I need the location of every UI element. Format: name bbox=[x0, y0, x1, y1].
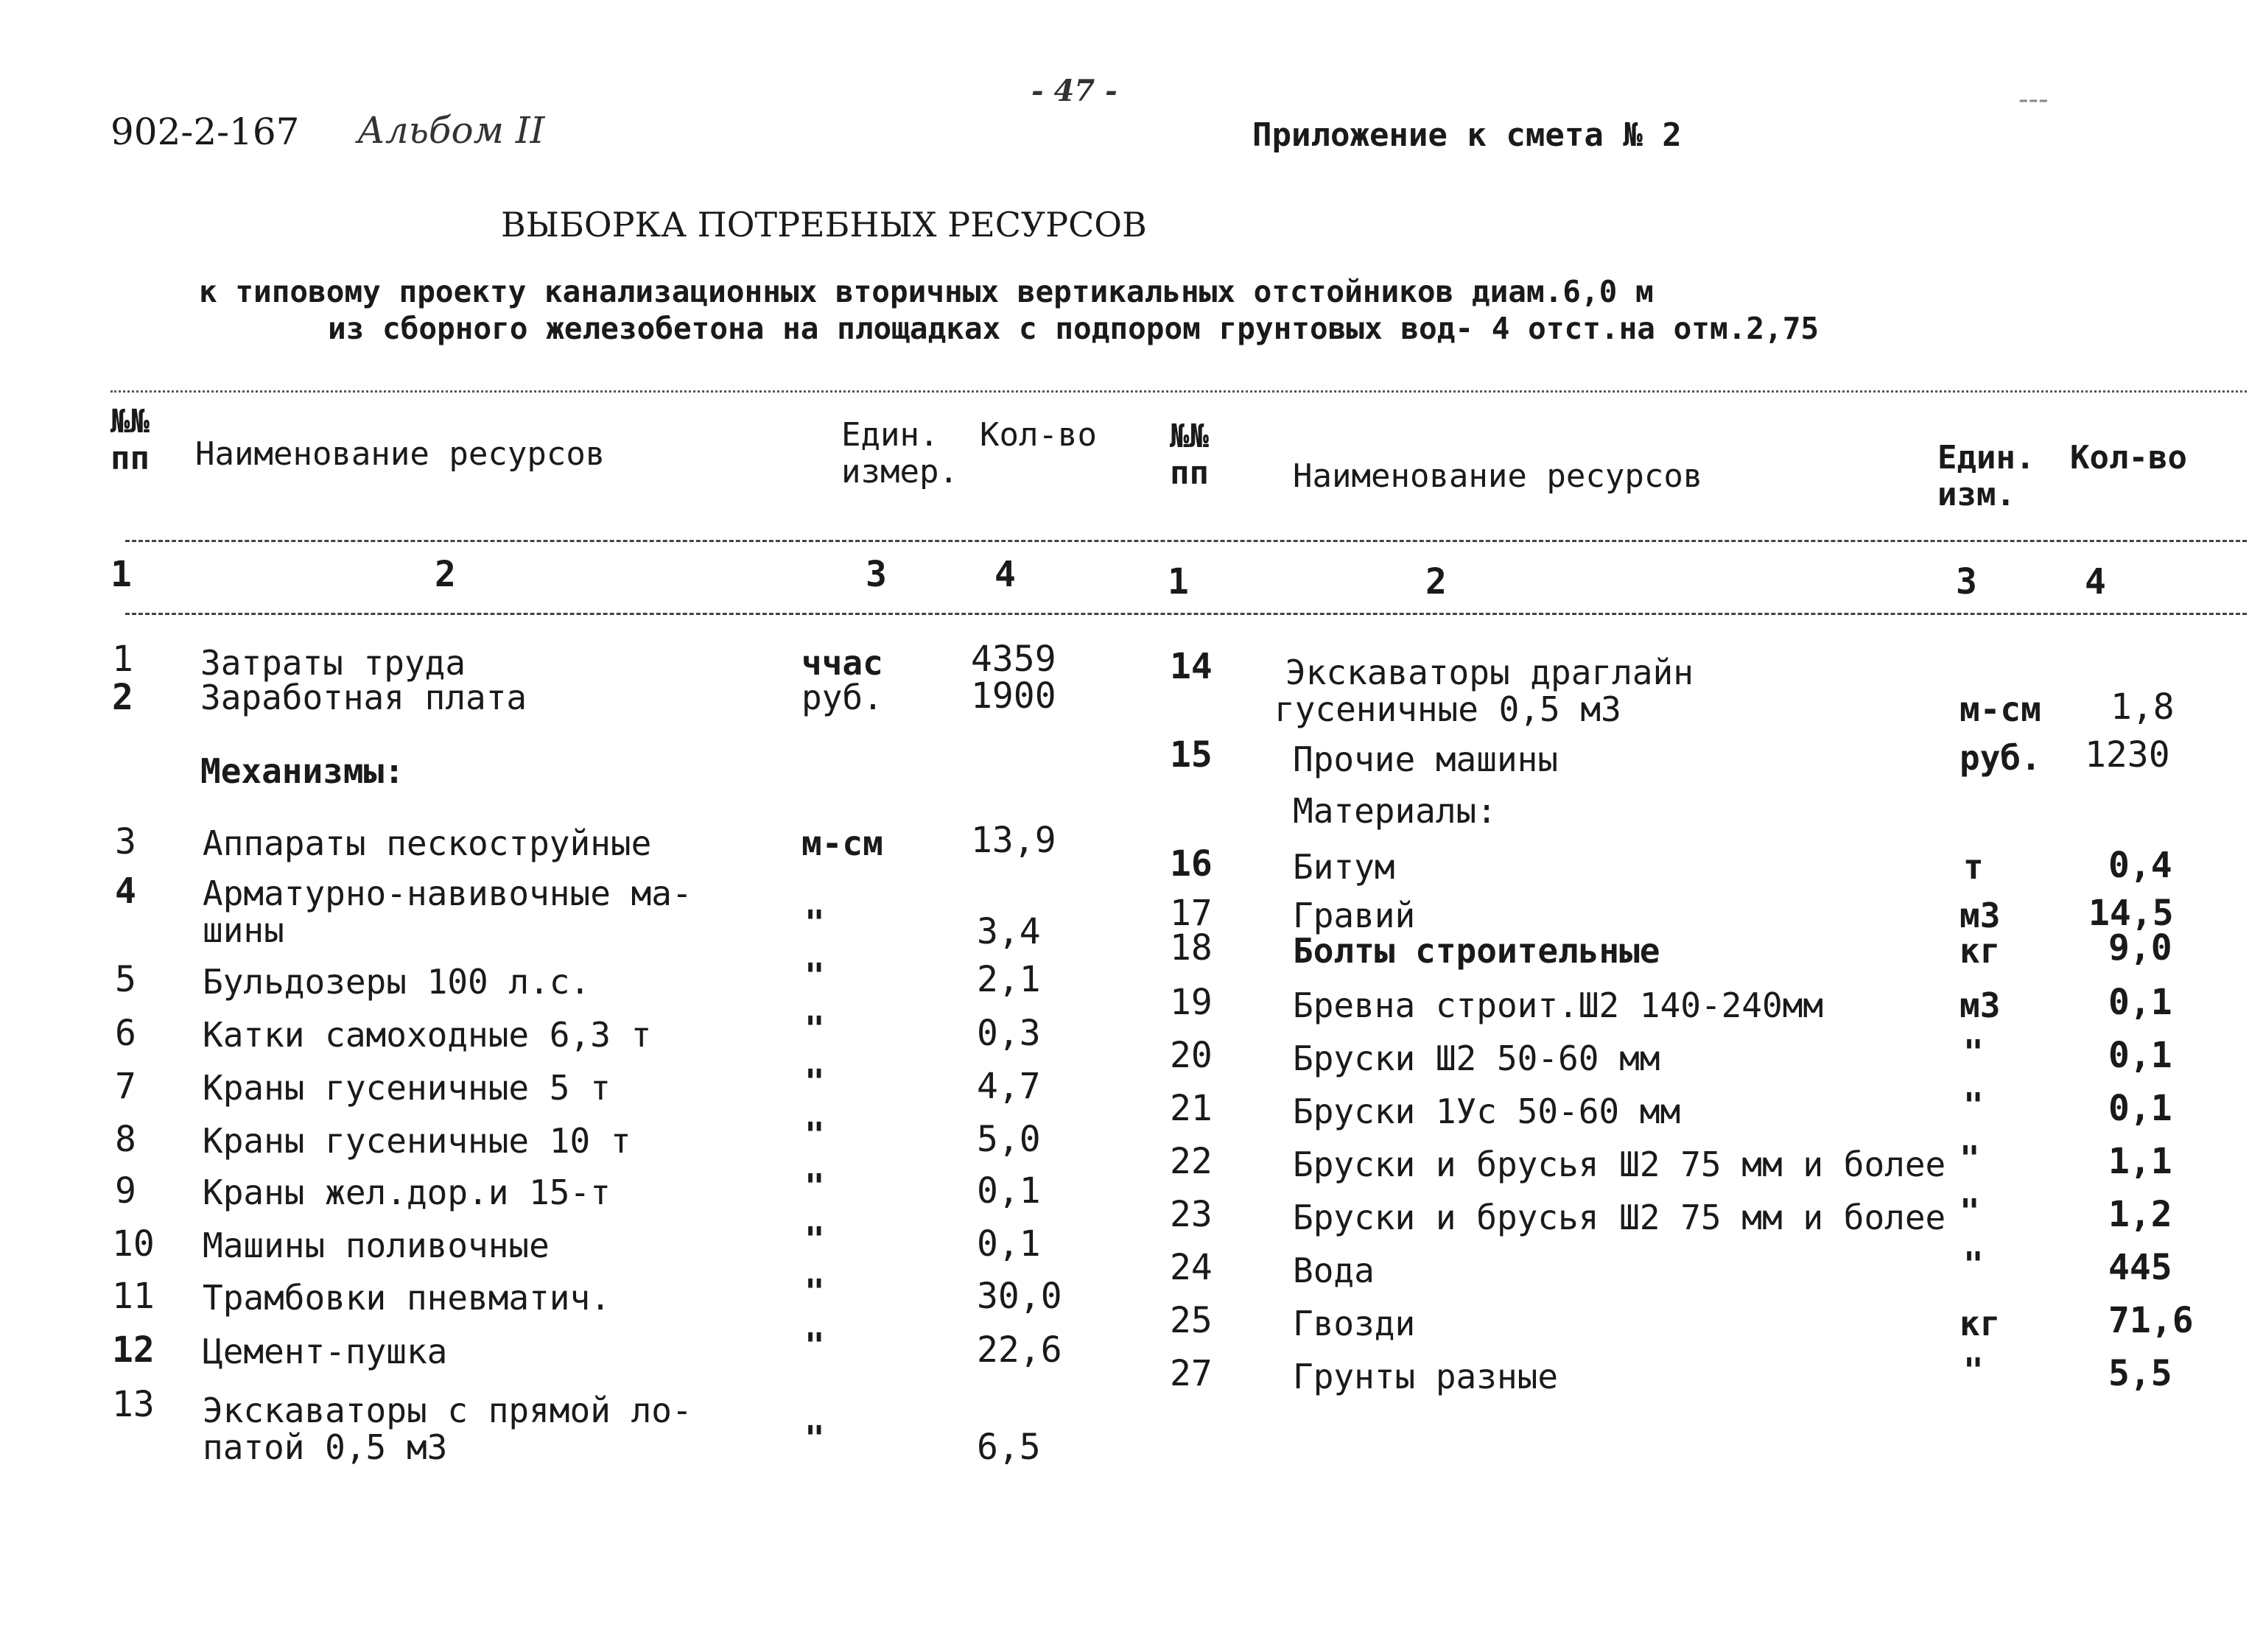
resource-qty: 5,5 bbox=[2108, 1353, 2172, 1394]
resource-unit: " bbox=[804, 1272, 825, 1312]
resource-unit: " bbox=[804, 1419, 825, 1458]
resource-unit: " bbox=[804, 1115, 825, 1155]
resource-unit: руб. bbox=[801, 678, 883, 717]
row-number: 3 bbox=[115, 821, 136, 862]
header-num-right: №№ пп bbox=[1170, 418, 1209, 492]
resource-qty: 6,5 bbox=[977, 1427, 1041, 1468]
column-number: 3 bbox=[866, 554, 887, 595]
resource-qty: 1,2 bbox=[2108, 1194, 2172, 1235]
resource-name: Заработная плата bbox=[200, 678, 527, 717]
resource-name: Вода bbox=[1293, 1251, 1375, 1290]
row-number: 18 bbox=[1170, 927, 1213, 969]
row-number: 19 bbox=[1170, 982, 1213, 1023]
header-name-right: Наименование ресурсов bbox=[1293, 457, 1703, 495]
resource-unit: " bbox=[804, 1167, 825, 1206]
corner-mark: --- bbox=[2018, 82, 2049, 116]
row-number: 15 bbox=[1170, 734, 1213, 776]
header-num-left: №№ пп bbox=[110, 403, 150, 477]
row-number: 11 bbox=[112, 1276, 155, 1317]
resource-qty: 1,8 bbox=[2111, 686, 2175, 728]
resource-qty: 0,4 bbox=[2108, 845, 2172, 886]
resource-name: Трамбовки пневматич. bbox=[203, 1278, 611, 1318]
resource-unit: " bbox=[1963, 1245, 1984, 1284]
table-top-rule bbox=[110, 390, 2247, 393]
resource-unit: " bbox=[804, 903, 825, 943]
column-number: 3 bbox=[1956, 561, 1977, 602]
resource-unit: " bbox=[804, 956, 825, 996]
resource-name: Бульдозеры 100 л.с. bbox=[203, 962, 591, 1002]
row-number: 4 bbox=[115, 871, 136, 912]
header-unit-left: Един. измер. bbox=[841, 416, 958, 491]
row-number: 2 bbox=[112, 677, 133, 718]
resource-name: Краны гусеничные 5 т bbox=[203, 1068, 611, 1108]
resource-unit: м3 bbox=[1959, 985, 2001, 1025]
resource-qty: 445 bbox=[2108, 1247, 2172, 1288]
row-number: 13 bbox=[112, 1384, 155, 1425]
resource-name: Экскаваторы с прямой ло- bbox=[203, 1391, 692, 1430]
appendix-label: Приложение к смета № 2 bbox=[1252, 116, 1682, 154]
resource-unit: руб. bbox=[1959, 738, 2041, 778]
resource-name: Бруски Ш2 50-60 мм bbox=[1293, 1038, 1660, 1078]
row-number: 17 bbox=[1170, 893, 1213, 934]
column-number-rule bbox=[125, 613, 2247, 615]
resource-qty: 1230 bbox=[2085, 734, 2170, 776]
row-number: 9 bbox=[115, 1170, 136, 1212]
row-number: 7 bbox=[115, 1066, 136, 1107]
resource-unit: ччас bbox=[801, 643, 883, 683]
resource-name: Бруски и брусья Ш2 75 мм и более bbox=[1293, 1145, 1946, 1184]
document-code: 902-2-167 bbox=[110, 110, 300, 153]
resource-name: Гравий bbox=[1293, 896, 1416, 935]
section-heading-mechanisms: Механизмы: bbox=[200, 751, 404, 791]
resource-unit: кг bbox=[1959, 1304, 2001, 1343]
album-label: Альбом II bbox=[357, 109, 545, 152]
resource-name: Краны жел.дор.и 15-т bbox=[203, 1173, 611, 1212]
row-number: 8 bbox=[115, 1119, 136, 1160]
row-number: 22 bbox=[1170, 1141, 1213, 1182]
resource-qty: 5,0 bbox=[977, 1119, 1041, 1160]
resource-name: Битум bbox=[1293, 847, 1395, 887]
resource-name-cont: патой 0,5 м3 bbox=[203, 1427, 448, 1467]
column-number: 2 bbox=[1425, 561, 1447, 602]
resource-name: Бруски 1Ус 50-60 мм bbox=[1293, 1092, 1681, 1131]
resource-unit: " bbox=[804, 1009, 825, 1049]
resource-name: Болты строительные bbox=[1293, 931, 1660, 971]
row-number: 27 bbox=[1170, 1353, 1213, 1394]
row-number: 25 bbox=[1170, 1300, 1213, 1341]
column-number: 2 bbox=[435, 554, 456, 595]
resource-unit: м3 bbox=[1959, 896, 2001, 935]
row-number: 10 bbox=[112, 1223, 155, 1265]
row-number: 24 bbox=[1170, 1247, 1213, 1288]
row-number: 1 bbox=[112, 639, 133, 680]
resource-qty: 2,1 bbox=[977, 959, 1041, 1000]
row-number: 23 bbox=[1170, 1194, 1213, 1235]
resource-qty: 0,1 bbox=[2108, 982, 2172, 1023]
resource-name: Бруски и брусья Ш2 75 мм и более bbox=[1293, 1198, 1946, 1237]
resource-name: Затраты труда bbox=[200, 643, 466, 683]
row-number: 21 bbox=[1170, 1088, 1213, 1129]
resource-qty: 4359 bbox=[971, 639, 1056, 680]
document-title: ВЫБОРКА ПОТРЕБНЫХ РЕСУРСОВ bbox=[501, 205, 1147, 245]
resource-qty: 13,9 bbox=[971, 820, 1056, 861]
resource-unit: т bbox=[1963, 847, 1984, 887]
column-number: 4 bbox=[994, 554, 1016, 595]
header-qty-left: Кол-во bbox=[980, 416, 1097, 454]
header-unit-right: Един. изм. bbox=[1937, 439, 2035, 513]
subtitle-line-1: к типовому проекту канализационных вторичных вертикальных отстойников диам.6,0 м bbox=[199, 274, 1654, 309]
resource-name: Бревна строит.Ш2 140-240мм bbox=[1293, 985, 1824, 1025]
header-rule bbox=[125, 540, 2247, 542]
header-qty-right: Кол-во bbox=[2070, 439, 2187, 477]
column-number: 4 bbox=[2085, 561, 2106, 602]
resource-name: Машины поливочные bbox=[203, 1226, 550, 1265]
resource-qty: 0,3 bbox=[977, 1013, 1041, 1054]
resource-name: Арматурно-навивочные ма- bbox=[203, 874, 692, 913]
resource-name-cont: гусеничные 0,5 м3 bbox=[1274, 689, 1621, 729]
resource-qty: 1900 bbox=[971, 675, 1056, 717]
resource-qty: 1,1 bbox=[2108, 1141, 2172, 1182]
column-number: 1 bbox=[110, 554, 132, 595]
resource-unit: " bbox=[804, 1326, 825, 1365]
resource-qty: 0,1 bbox=[977, 1223, 1041, 1265]
column-number: 1 bbox=[1168, 561, 1189, 602]
resource-unit: " bbox=[1959, 1192, 1980, 1231]
resource-name: Цемент-пушка bbox=[203, 1332, 448, 1371]
resource-qty: 9,0 bbox=[2108, 927, 2172, 969]
resource-qty: 3,4 bbox=[977, 911, 1041, 952]
resource-name: Аппараты пескоструйные bbox=[203, 823, 652, 863]
resource-unit: м-см bbox=[1959, 689, 2041, 729]
row-number: 5 bbox=[115, 959, 136, 1000]
resource-qty: 14,5 bbox=[2088, 893, 2174, 934]
resource-qty: 0,1 bbox=[2108, 1088, 2172, 1129]
resource-name-cont: шины bbox=[203, 910, 284, 950]
section-heading-materials: Материалы: bbox=[1293, 791, 1497, 831]
row-number: 16 bbox=[1170, 843, 1213, 885]
resource-qty: 22,6 bbox=[977, 1329, 1062, 1371]
resource-name: Грунты разные bbox=[1293, 1357, 1559, 1396]
resource-qty: 0,1 bbox=[977, 1170, 1041, 1212]
resource-name: Прочие машины bbox=[1293, 739, 1559, 779]
resource-unit: " bbox=[1959, 1139, 1980, 1178]
resource-unit: " bbox=[1963, 1351, 1984, 1391]
resource-name: Гвозди bbox=[1293, 1304, 1416, 1343]
resource-unit: м-см bbox=[801, 823, 883, 863]
resource-unit: кг bbox=[1959, 931, 2001, 971]
resource-name: Экскаваторы драглайн bbox=[1285, 653, 1694, 692]
row-number: 6 bbox=[115, 1013, 136, 1054]
page-mark: - 47 - bbox=[1031, 74, 1118, 108]
subtitle-line-2: из сборного железобетона на площадках с подпором грунтовых вод- 4 отст.на отм.2,75 bbox=[328, 311, 1820, 346]
header-name-left: Наименование ресурсов bbox=[195, 435, 606, 473]
resource-name: Краны гусеничные 10 т bbox=[203, 1121, 631, 1161]
resource-qty: 71,6 bbox=[2108, 1300, 2194, 1341]
resource-unit: " bbox=[804, 1062, 825, 1102]
row-number: 20 bbox=[1170, 1035, 1213, 1076]
resource-qty: 0,1 bbox=[2108, 1035, 2172, 1076]
resource-name: Катки самоходные 6,3 т bbox=[203, 1015, 652, 1055]
resource-qty: 4,7 bbox=[977, 1066, 1041, 1107]
resource-qty: 30,0 bbox=[977, 1276, 1062, 1317]
resource-unit: " bbox=[1963, 1086, 1984, 1125]
row-number: 12 bbox=[112, 1329, 155, 1371]
resource-unit: " bbox=[804, 1220, 825, 1259]
resource-unit: " bbox=[1963, 1033, 1984, 1072]
row-number: 14 bbox=[1170, 646, 1213, 687]
